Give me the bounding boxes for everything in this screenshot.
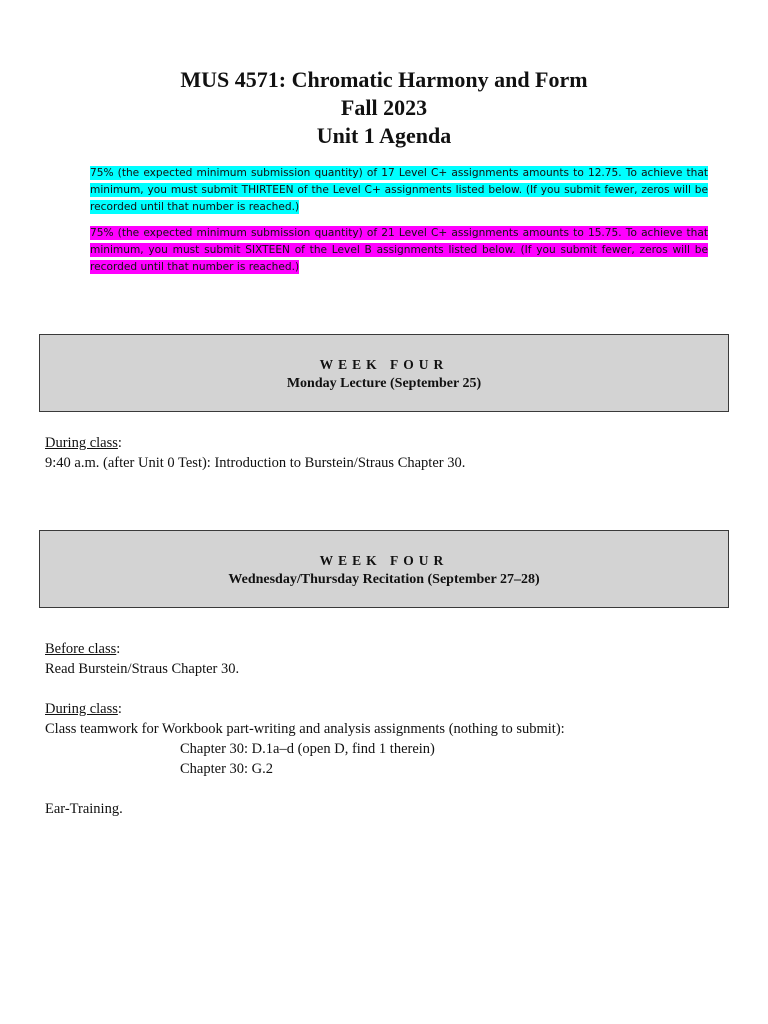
recitation-section (45, 639, 725, 819)
highlighted-note-text: 75% (the expected minimum submission quantity) of 21 Level C+ assignments amounts to 15.75. To achieve that minimum, you must submit SIXTEEN of the Level B assignments listed below. (If you submit fewer, zeros will be recorded until that number is reached.) (90, 227, 708, 273)
monday-lecture-section (45, 433, 725, 473)
week-label: WEEK FOUR (319, 553, 449, 568)
before-class-line: Before class: (45, 641, 121, 657)
unit-title: Unit 1 Agenda (316, 123, 452, 148)
submission-notes (90, 165, 708, 285)
before-class-item: Read Burstein/Straus Chapter 30. (45, 661, 240, 677)
session-title: Monday Lecture (September 25) (286, 376, 482, 391)
during-class-heading: During class (45, 435, 118, 451)
session-title: Wednesday/Thursday Recitation (September 27–28) (228, 572, 540, 587)
assignment-item: Chapter 30: G.2 (180, 761, 274, 777)
document-title-block (0, 66, 768, 150)
term-title: Fall 2023 (340, 95, 428, 120)
course-title: MUS 4571: Chromatic Harmony and Form (180, 67, 588, 92)
week-four-monday-header (39, 334, 729, 412)
during-class-line: During class: (45, 701, 122, 717)
assignment-item: Chapter 30: D.1a–d (open D, find 1 therein) (180, 741, 435, 757)
during-class-item: Class teamwork for Workbook part-writing and analysis assignments (nothing to submit): (45, 721, 565, 737)
highlighted-note-text: 75% (the expected minimum submission quantity) of 17 Level C+ assignments amounts to 12.75. To achieve that minimum, you must submit THIRTEEN of the Level C+ assignments listed below. (If you submit fewer, zeros will be recorded until that number is reached.) (90, 167, 708, 213)
during-class-line: During class: (45, 435, 122, 451)
ear-training-item: Ear-Training. (45, 801, 123, 817)
week-label: WEEK FOUR (319, 357, 449, 372)
submission-note-level-b (90, 225, 708, 276)
during-class-heading: During class (45, 701, 118, 717)
week-four-recitation-header (39, 530, 729, 608)
during-class-item: 9:40 a.m. (after Unit 0 Test): Introduction to Burstein/Straus Chapter 30. (45, 455, 466, 471)
submission-note-level-c (90, 165, 708, 216)
before-class-heading: Before class (45, 641, 117, 657)
